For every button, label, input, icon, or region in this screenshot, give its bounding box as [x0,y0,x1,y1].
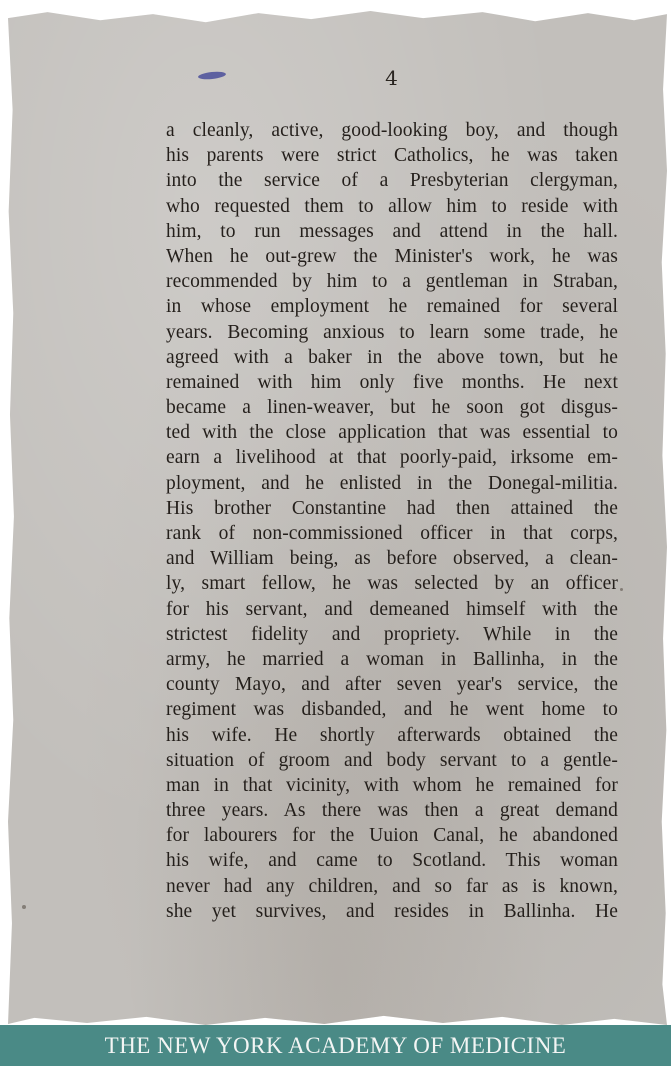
text-line: his wife. He shortly afterwards obtained the [166,724,618,746]
text-line: she yet survives, and resides in Ballinha. He [166,900,618,922]
text-line: in whose employment he remained for several [166,296,618,318]
text-line: into the service of a Presbyterian clergyman, [166,170,618,192]
text-line: His brother Constantine had then attained the [166,497,618,519]
paper-speck [22,905,26,909]
text-line: his parents were strict Catholics, he was taken [166,145,618,167]
institution-name: THE NEW YORK ACADEMY OF MEDICINE [104,1032,567,1058]
text-line: army, he married a woman in Ballinha, in the [166,648,618,670]
text-line: years. Becoming anxious to learn some trade, he [166,321,618,343]
text-line: agreed with a baker in the above town, but he [166,346,618,368]
institution-banner [0,1025,671,1066]
text-line: who requested them to allow him to reside with [166,195,618,217]
text-line: regiment was disbanded, and he went home to [166,699,618,721]
text-line: never had any children, and so far as is known, [166,875,618,897]
text-line: When he out-grew the Minister's work, he was [166,245,618,267]
text-line: three years. As there was then a great demand [166,800,618,822]
page-number: 4 [385,66,398,90]
text-line: rank of non-commissioned officer in that corps, [166,523,618,544]
text-line: and William being, as before observed, a clean- [166,548,618,570]
text-line: situation of groom and body servant to a gentle- [166,749,618,771]
text-line: a cleanly, active, good-looking boy, and though [166,120,618,141]
text-line: for labourers for the Uuion Canal, he abandoned [166,825,618,847]
text-line: ly, smart fellow, he was selected by an officer [166,573,618,595]
text-line: recommended by him to a gentleman in Straban, [166,271,618,293]
text-line: him, to run messages and attend in the hall. [166,220,618,242]
text-line: for his servant, and demeaned himself with the [166,598,618,620]
text-line: county Mayo, and after seven year's service, the [166,674,618,696]
text-line: ployment, and he enlisted in the Donegal-militia. [166,472,618,494]
text-line: his wife, and came to Scotland. This woman [166,850,618,872]
paper-speck [620,588,623,591]
text-line: man in that vicinity, with whom he remained for [166,774,618,796]
text-line: remained with him only five months. He next [166,371,618,393]
body-text [166,118,618,924]
text-line: strictest fidelity and propriety. While in the [166,623,618,645]
text-line: became a linen-weaver, but he soon got disgus- [166,397,618,419]
text-line: ted with the close application that was essential to [166,422,618,444]
text-line: earn a livelihood at that poorly-paid, irksome em- [166,447,618,469]
